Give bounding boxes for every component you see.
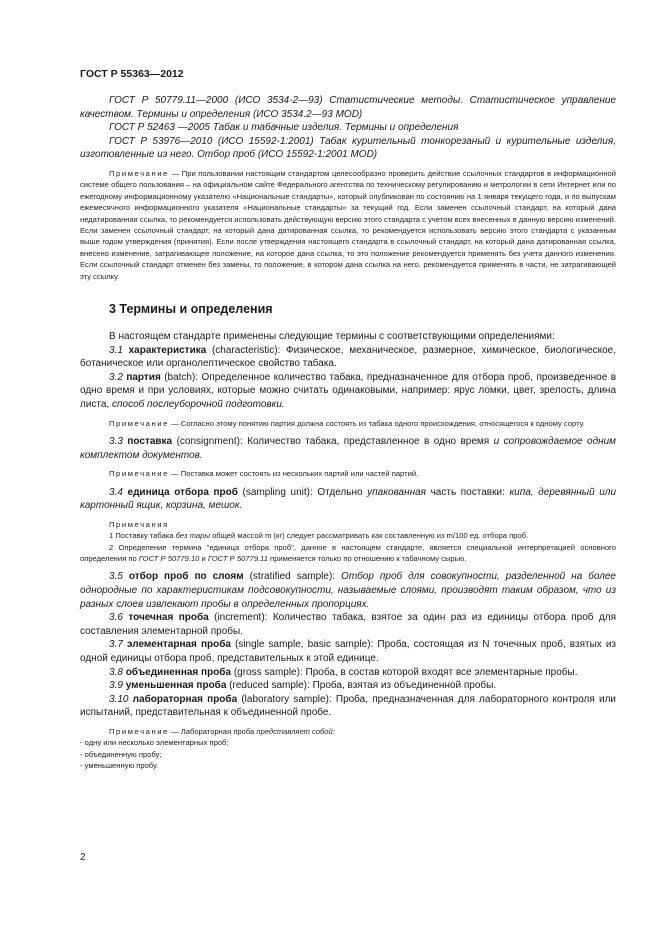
term-3-7 (80, 638, 616, 665)
term-3-6 (80, 611, 616, 638)
term-definition: (consignment): Количество табака, представленное в одно время (172, 436, 494, 447)
note-text: — Лабораторная проба (171, 726, 257, 736)
note-3-3 (80, 468, 616, 479)
note-3-4-1: 1 Поставку табака без тары общей массой m (кг) следует рассматривать как составленную из m/100 ед. отбора проб. (109, 531, 529, 541)
term-number: 3.4 (109, 486, 123, 498)
term-name: партия (126, 371, 161, 383)
term-3-4 (80, 486, 616, 513)
term-definition: (characteristic): Физическое, механическое, размерное, химическое, биологическое, ботаническое или органолептическое свойство табака. (80, 344, 616, 370)
term-definition: (increment): Количество табака, взятое за один раз из единицы отбора проб для составления элементарной пробы. (80, 612, 617, 637)
term-3-2 (80, 371, 616, 412)
note-label: Примечание (109, 469, 169, 479)
term-definition: (reduced sample): Проба, взятая из объединенной пробы. (226, 680, 497, 692)
term-3-1 (80, 344, 616, 371)
term-definition: (laboratory sample): Проба, предназначенная для лабораторного контроля или испытаний, представительная к объединенной пробе. (80, 693, 617, 719)
notes-3-4-label (80, 519, 616, 530)
notes-label: Примечания (109, 519, 169, 529)
list-item: - объединенную пробу; (80, 749, 162, 759)
term-name: объединенная проба (125, 666, 232, 678)
list-item: - уменьшенную пробу. (80, 761, 159, 771)
term-number: 3.3 (109, 436, 123, 447)
term-number: 3.9 (109, 680, 123, 692)
term-definition: (stratified sample): (243, 571, 342, 583)
term-name: отбор проб по слоям (128, 571, 244, 583)
term-definition-italic: и сопровождаемое одним комплектом документов. (80, 436, 617, 461)
note-label: Примечание (109, 418, 169, 428)
term-3-10 (80, 693, 616, 720)
term-number: 3.10 (109, 693, 129, 705)
term-number: 3.2 (109, 371, 123, 383)
term-definition-italic: способ послеуборочной подготовки. (112, 399, 285, 410)
note-references (80, 168, 616, 282)
reference-gost-53976: ГОСТ Р 53976—2010 (ИСО 15592-1:2001) Табак курительный тонкорезаный и курительные изделия, изготовленные из него. Отбор проб (ИСО 15592-1:2001 MOD) (80, 135, 616, 161)
note-text: — При пользовании настоящим стандартом целесообразно проверить действие ссылочных стандартов в информационной системе общего пользования – на официальном сайте Федерального агентства по техническому регулированию и метрологии в сети Интернет или по ежегодному информационному указателю «Национальные стандарты», который опубликован по состоянию на 1 января текущего года, и по выпускам ежемесячного информационного указателя «Национальные стандарты» за текущий год. Если заменен ссылочный стандарт, на который дана недатированная ссылка, то рекомендуется использовать действующую версию этого стандарта с учетом всех внесенных в данную версию изменений. Если заменен ссылочный стандарт, на который дана датированная ссылка, то рекомендуется использовать версию этого стандарта с указанным выше годом утверждения (принятия). Если после утверждения настоящего стандарта в ссылочный стандарт, на который дана датированная ссылка, внесено изменение, затрагивающее положение, на которое дана ссылка, то это положение рекомендуется применять без учета данного изменения. Если ссылочный стандарт отменен без замены, то положение, в котором дана ссылка на него, рекомендуется применять в части, не затрагивающей эту ссылку. (80, 168, 616, 281)
note-3-4-2: 2 Определение термина "единица отбора проб", данное в настоящем стандарте, является специальной интерпретацией основного определения по ГОСТ Р 50779.10 и ГОСТ Р 50779.11 применяется только по отношению к табачному сырью. (80, 542, 616, 563)
note-label: Примечание (109, 726, 169, 736)
term-3-3 (80, 435, 616, 462)
term-definition: (single sample, basic sample): Проба, состоящая из N точечных проб, взятых из одной единицы отбора проб, представительных к этой единице. (80, 639, 617, 664)
term-definition: (sampling unit): Отдельно (237, 486, 368, 498)
term-definition-italic: кипа, деревянный или картонный ящик, корзина, мешок. (80, 486, 617, 512)
term-name: единица отбора проб (127, 486, 238, 498)
section-title: 3 Термины и определения (109, 302, 273, 317)
note-3-10 (80, 726, 616, 737)
term-name: лабораторная проба (132, 693, 238, 705)
page-number: 2 (80, 852, 86, 863)
term-definition: (gross sample): Проба, в состав которой входят все элементарные пробы. (231, 666, 578, 678)
standard-header: ГОСТ Р 55363—2012 (80, 68, 184, 80)
term-3-5 (80, 570, 616, 611)
note-text: — Согласно этому понятию партия должна состоять из табака одного происхождения, относящегося к одному сорту. (171, 418, 585, 428)
term-number: 3.1 (109, 344, 123, 356)
term-3-8 (80, 666, 616, 680)
note-label: Примечание (109, 168, 169, 178)
term-name: точечная проба (128, 612, 209, 624)
term-name: элементарная проба (126, 639, 231, 651)
note-3-2 (80, 418, 616, 429)
reference-gost-52463: ГОСТ Р 52463 —2005 Табак и табачные изделия. Термины и определения (109, 122, 459, 134)
term-name: уменьшенная проба (125, 680, 227, 692)
list-item: - одну или несколько элементарных проб; (80, 738, 229, 748)
term-definition: часть поставки: (426, 486, 510, 498)
term-number: 3.6 (109, 612, 123, 624)
term-definition: (batch): Определенное количество табака, предназначенное для отбора проб, произведенное в одно время и при условиях, которые можно считать одинаковыми, например: ярус ломки, цвет, зрелость, длина листа, (80, 371, 617, 410)
term-3-9 (80, 679, 616, 693)
term-definition-italic: упакованная (367, 486, 426, 498)
term-number: 3.5 (109, 571, 123, 583)
reference-gost-50779: ГОСТ Р 50779.11—2000 (ИСО 3534-2—93) Статистические методы. Статистическое управление качеством. Термины и определения (ИСО 3534.2—93 MOD) (80, 95, 616, 120)
term-number: 3.7 (109, 639, 123, 651)
term-name: характеристика (128, 344, 207, 356)
page-content (80, 94, 616, 772)
note-text: — Поставка может состоять из нескольких партий или частей партий. (171, 469, 419, 479)
section-intro: В настоящем стандарте применены следующие термины с соответствующими определениями: (109, 331, 555, 343)
term-definition-italic: Отбор проб для совокупности, разделенной на более однородные по характеристикам подсовокупности, называемые слоями, производят таким образом, что из разных слоев извлекают пробы в определенных пропорциях. (80, 571, 616, 610)
term-number: 3.8 (109, 666, 123, 678)
term-name: поставка (127, 436, 173, 447)
note-3-10-list (80, 737, 616, 771)
note-text-italic: представляет собой: (256, 726, 335, 736)
